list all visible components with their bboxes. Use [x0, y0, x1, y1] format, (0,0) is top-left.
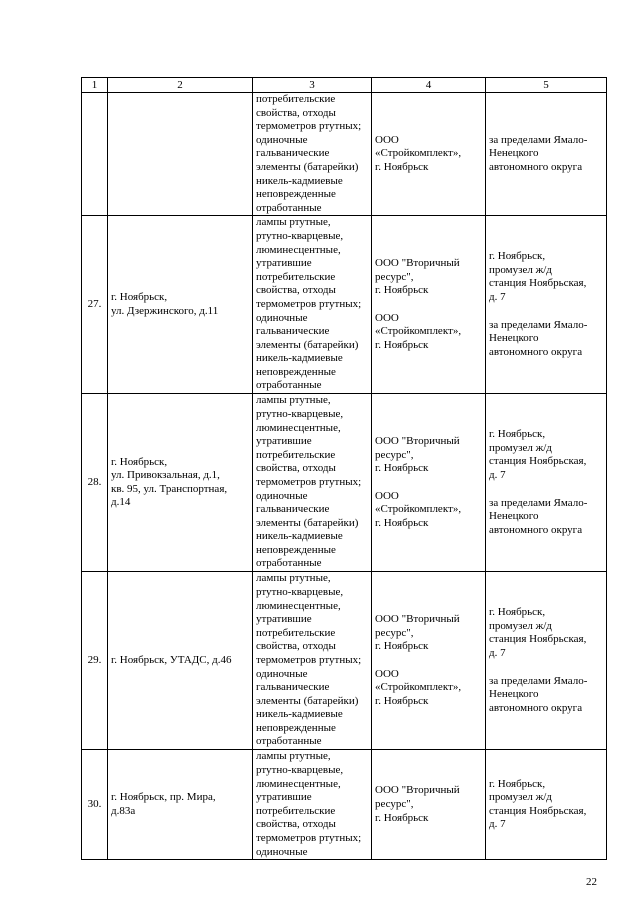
destination: за пределами Ямало- Ненецкого автономного округа [489, 674, 588, 714]
organization: ООО "Вторичный ресурс", г. Ноябрьск [375, 257, 460, 297]
row-address: г. Ноябрьск, ул. Привокзальная, д.1, кв. 95, ул. Транспортная, д.14 [108, 394, 253, 572]
row-organizations [372, 216, 486, 394]
column-number-1: 1 [82, 78, 108, 93]
row-destinations [486, 572, 607, 750]
row-number [82, 93, 108, 216]
row-waste-types: лампы ртутные, ртутно-кварцевые, люминесцентные, утратившие потребительские свойства, отходы термометров ртутных; одиночные гальванические элементы (батарейки) никель-кадмиевые неповрежденные отработанные [253, 216, 372, 394]
column-number-3: 3 [253, 78, 372, 93]
column-number-2: 2 [108, 78, 253, 93]
row-address: г. Ноябрьск, пр. Мира, д.83а [108, 750, 253, 860]
row-waste-types: лампы ртутные, ртутно-кварцевые, люминесцентные, утратившие потребительские свойства, отходы термометров ртутных; одиночные гальванические элементы (батарейки) никель-кадмиевые неповрежденные отработанные [253, 394, 372, 572]
row-number: 27. [82, 216, 108, 394]
table-header-row [82, 78, 607, 93]
row-number: 29. [82, 572, 108, 750]
column-number-4: 4 [372, 78, 486, 93]
row-waste-types: лампы ртутные, ртутно-кварцевые, люминесцентные, утратившие потребительские свойства, отходы термометров ртутных; одиночные гальванические элементы (батарейки) никель-кадмиевые неповрежденные отработанные [253, 572, 372, 750]
table-row [82, 394, 607, 572]
destination: г. Ноябрьск, промузел ж/д станция Ноябрьская, д. 7 [489, 777, 587, 831]
column-number-5: 5 [486, 78, 607, 93]
row-destinations [486, 93, 607, 216]
organization: ООО "Вторичный ресурс", г. Ноябрьск [375, 435, 460, 475]
row-address: г. Ноябрьск, УТАДС, д.46 [108, 572, 253, 750]
row-destinations [486, 750, 607, 860]
row-address [108, 93, 253, 216]
row-organizations [372, 572, 486, 750]
destination: за пределами Ямало- Ненецкого автономного округа [489, 496, 588, 536]
organization: ООО «Стройкомплект», г. Ноябрьск [375, 311, 462, 352]
row-organizations [372, 750, 486, 860]
organization: ООО "Вторичный ресурс", г. Ноябрьск [375, 784, 460, 824]
waste-table [81, 77, 607, 860]
destination: за пределами Ямало- Ненецкого автономного округа [489, 133, 588, 173]
row-number: 30. [82, 750, 108, 860]
row-destinations [486, 216, 607, 394]
row-number: 28. [82, 394, 108, 572]
organization: ООО «Стройкомплект», г. Ноябрьск [375, 489, 462, 530]
table-row [82, 750, 607, 860]
row-waste-types: потребительские свойства, отходы термометров ртутных; одиночные гальванические элементы (батарейки) никель-кадмиевые неповрежденные отработанные [253, 93, 372, 216]
table-row [82, 216, 607, 394]
destination: г. Ноябрьск, промузел ж/д станция Ноябрьская, д. 7 [489, 606, 587, 660]
organization: ООО «Стройкомплект», г. Ноябрьск [375, 133, 462, 173]
table-row [82, 93, 607, 216]
row-address: г. Ноябрьск, ул. Дзержинского, д.11 [108, 216, 253, 394]
row-waste-types: лампы ртутные, ртутно-кварцевые, люминесцентные, утратившие потребительские свойства, отходы термометров ртутных; одиночные [253, 750, 372, 860]
organization: ООО "Вторичный ресурс", г. Ноябрьск [375, 613, 460, 653]
destination: г. Ноябрьск, промузел ж/д станция Ноябрьская, д. 7 [489, 428, 587, 482]
row-organizations [372, 394, 486, 572]
page-number: 22 [586, 876, 597, 888]
row-destinations [486, 394, 607, 572]
table-row [82, 572, 607, 750]
row-organizations [372, 93, 486, 216]
destination: г. Ноябрьск, промузел ж/д станция Ноябрьская, д. 7 [489, 250, 587, 304]
organization: ООО «Стройкомплект», г. Ноябрьск [375, 667, 462, 708]
destination: за пределами Ямало- Ненецкого автономного округа [489, 318, 588, 358]
